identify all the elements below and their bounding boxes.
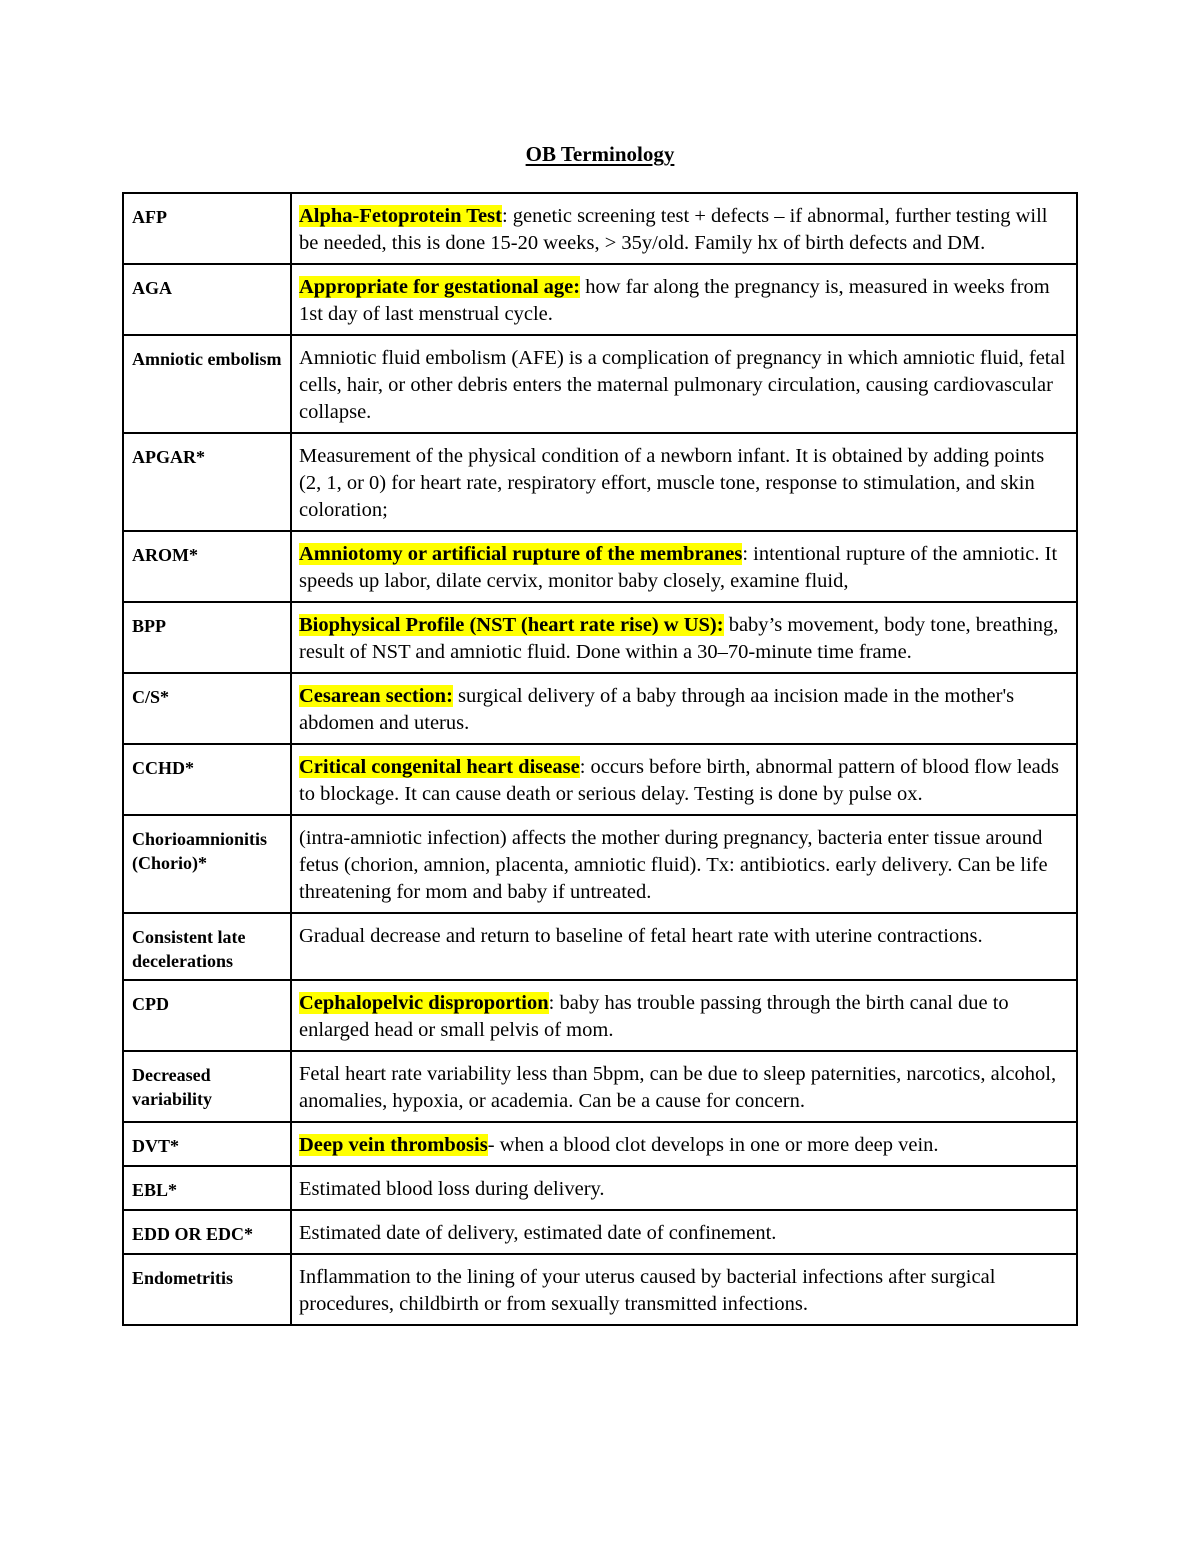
table-row bbox=[123, 335, 1077, 433]
table-row bbox=[123, 1051, 1077, 1122]
definition-text: Gradual decrease and return to baseline of fetal heart rate with uterine contractions. bbox=[299, 925, 983, 947]
highlighted-term-name: Alpha-Fetoprotein Test bbox=[299, 205, 502, 227]
table-row bbox=[123, 1166, 1077, 1210]
table-row bbox=[123, 1122, 1077, 1166]
page-title: OB Terminology bbox=[525, 142, 675, 166]
highlighted-term-name: Cesarean section: bbox=[299, 685, 453, 707]
term-cell: APGAR* bbox=[123, 433, 291, 531]
definition-text: Measurement of the physical condition of a newborn infant. It is obtained by adding points (2, 1, or 0) for heart rate, respiratory effort, muscle tone, response to stimulation, and skin coloration; bbox=[299, 445, 1045, 521]
terminology-table bbox=[122, 192, 1078, 1326]
highlighted-term-name: Critical congenital heart disease bbox=[299, 756, 580, 778]
term-cell: EDD OR EDC* bbox=[123, 1210, 291, 1254]
definition-cell bbox=[291, 913, 1077, 980]
highlighted-term-name: Cephalopelvic disproportion bbox=[299, 992, 549, 1014]
definition-text: : occurs before birth, abnormal pattern of blood flow leads to blockage. It can cause death or serious delay. Testing is done by pulse ox. bbox=[299, 756, 1060, 805]
definition-text: surgical delivery of a baby through aa incision made in the mother's abdomen and uterus. bbox=[299, 685, 1015, 734]
definition-text: baby’s movement, body tone, breathing, result of NST and amniotic fluid. Done within a 30–70-minute time frame. bbox=[299, 614, 1059, 663]
table-row bbox=[123, 531, 1077, 602]
definition-cell bbox=[291, 1254, 1077, 1325]
definition-cell bbox=[291, 433, 1077, 531]
table-row bbox=[123, 602, 1077, 673]
highlighted-term-name: Appropriate for gestational age: bbox=[299, 276, 581, 298]
term-cell: AGA bbox=[123, 264, 291, 335]
table-row bbox=[123, 744, 1077, 815]
term-cell: Endometritis bbox=[123, 1254, 291, 1325]
definition-text: Estimated date of delivery, estimated date of confinement. bbox=[299, 1222, 777, 1244]
highlighted-term-name: Amniotomy or artificial rupture of the membranes bbox=[299, 543, 743, 565]
definition-cell bbox=[291, 673, 1077, 744]
definition-text: Fetal heart rate variability less than 5bpm, can be due to sleep paternities, narcotics, alcohol, anomalies, hypoxia, or academia. Can be a cause for concern. bbox=[299, 1063, 1057, 1112]
table-row bbox=[123, 433, 1077, 531]
definition-cell bbox=[291, 531, 1077, 602]
definition-text: : genetic screening test + defects – if abnormal, further testing will be needed, this is done 15-20 weeks, > 35y/old. Family hx of birth defects and DM. bbox=[299, 205, 1048, 254]
highlighted-term-name: Biophysical Profile (NST (heart rate rise) w US): bbox=[299, 614, 724, 636]
term-cell: Decreased variability bbox=[123, 1051, 291, 1122]
definition-cell bbox=[291, 193, 1077, 264]
definition-cell bbox=[291, 1122, 1077, 1166]
definition-text: : intentional rupture of the amniotic. It speeds up labor, dilate cervix, monitor baby closely, examine fluid, bbox=[299, 543, 1058, 592]
definition-text: how far along the pregnancy is, measured in weeks from 1st day of last menstrual cycle. bbox=[299, 276, 1050, 325]
definition-cell bbox=[291, 744, 1077, 815]
table-row bbox=[123, 913, 1077, 980]
definition-cell bbox=[291, 815, 1077, 913]
definition-cell bbox=[291, 1051, 1077, 1122]
term-cell: AFP bbox=[123, 193, 291, 264]
term-cell: AROM* bbox=[123, 531, 291, 602]
term-cell: CCHD* bbox=[123, 744, 291, 815]
definition-cell bbox=[291, 602, 1077, 673]
definition-text: - when a blood clot develops in one or more deep vein. bbox=[487, 1134, 939, 1156]
definition-text: Inflammation to the lining of your uterus caused by bacterial infections after surgical procedures, childbirth or from sexually transmitted infections. bbox=[299, 1266, 996, 1315]
term-cell: Amniotic embolism bbox=[123, 335, 291, 433]
term-cell: C/S* bbox=[123, 673, 291, 744]
table-row bbox=[123, 1210, 1077, 1254]
definition-text: (intra-amniotic infection) affects the mother during pregnancy, bacteria enter tissue around fetus (chorion, amnion, placenta, amniotic fluid). Tx: antibiotics. early delivery. Can be life threatening for mom and baby if untreated. bbox=[299, 827, 1048, 903]
definition-text: Estimated blood loss during delivery. bbox=[299, 1178, 605, 1200]
definition-cell bbox=[291, 980, 1077, 1051]
term-cell: Consistent late decelerations bbox=[123, 913, 291, 980]
definition-cell bbox=[291, 1210, 1077, 1254]
term-cell: BPP bbox=[123, 602, 291, 673]
definition-cell bbox=[291, 335, 1077, 433]
highlighted-term-name: Deep vein thrombosis bbox=[299, 1134, 488, 1156]
table-row bbox=[123, 815, 1077, 913]
term-cell: DVT* bbox=[123, 1122, 291, 1166]
definition-text: : baby has trouble passing through the birth canal due to enlarged head or small pelvis of mom. bbox=[299, 992, 1009, 1041]
table-row bbox=[123, 264, 1077, 335]
definition-cell bbox=[291, 1166, 1077, 1210]
term-cell: EBL* bbox=[123, 1166, 291, 1210]
definition-text: Amniotic fluid embolism (AFE) is a complication of pregnancy in which amniotic fluid, fetal cells, hair, or other debris enters the maternal pulmonary circulation, causing cardiovascular collapse. bbox=[299, 347, 1066, 423]
definition-cell bbox=[291, 264, 1077, 335]
term-cell: CPD bbox=[123, 980, 291, 1051]
term-cell: Chorioamnionitis (Chorio)* bbox=[123, 815, 291, 913]
table-row bbox=[123, 673, 1077, 744]
table-row bbox=[123, 193, 1077, 264]
table-row bbox=[123, 980, 1077, 1051]
table-row bbox=[123, 1254, 1077, 1325]
